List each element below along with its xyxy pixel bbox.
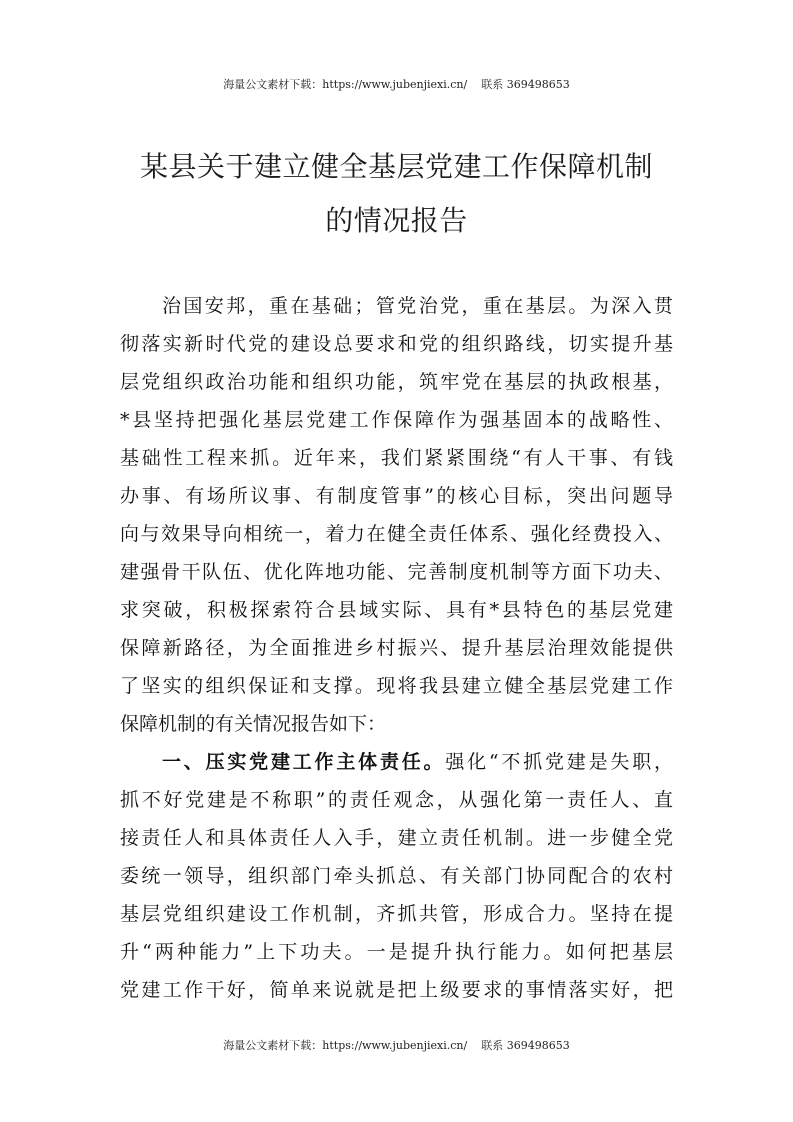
footer-site-label: 海量公文素材下载：https://www.jubenjiexi.cn/ — [223, 1039, 468, 1052]
paragraph1-line: 治国安邦，重在基础；管党治党，重在基层。为深入贯 — [162, 295, 673, 317]
paragraph1-line: 彻落实新时代党的建设总要求和党的组织路线，切实提升基 — [120, 333, 673, 355]
paragraph1-line: 了坚实的组织保证和支撑。现将我县建立健全基层党建工作 — [120, 675, 673, 697]
section1-first-line-rest: 强化“不抓党建是失职， — [445, 751, 673, 773]
document-body — [120, 287, 673, 1009]
header-contact: 联系 369498653 — [481, 78, 570, 91]
paragraph1-line: *县坚持把强化基层党建工作保障作为强基固本的战略性、 — [120, 409, 673, 431]
document-title — [120, 140, 673, 248]
footer-contact: 联系 369498653 — [481, 1039, 570, 1052]
section1-line: 接责任人和具体责任人入手，建立责任机制。进一步健全党 — [120, 827, 673, 849]
header-site-label: 海量公文素材下载：https://www.jubenjiexi.cn/ — [223, 78, 468, 91]
paragraph1-line: 保障机制的有关情况报告如下： — [120, 713, 387, 735]
paragraph1-line: 保障新路径，为全面推进乡村振兴、提升基层治理效能提供 — [120, 637, 673, 659]
paragraph1-line: 办事、有场所议事、有制度管事”的核心目标，突出问题导 — [120, 485, 673, 507]
page-header — [0, 76, 793, 92]
page-footer — [0, 1037, 793, 1053]
section1-line: 委统一领导，组织部门牵头抓总、有关部门协同配合的农村 — [120, 865, 673, 887]
title-line-1: 某县关于建立健全基层党建工作保障机制 — [139, 150, 653, 183]
section1-heading: 一、压实党建工作主体责任。 — [162, 751, 446, 773]
section1-line: 基层党组织建设工作机制，齐抓共管，形成合力。坚持在提 — [120, 903, 673, 925]
section1-line: 抓不好党建是不称职”的责任观念，从强化第一责任人、直 — [120, 789, 673, 811]
section1-first-line — [120, 743, 673, 781]
paragraph1-line: 建强骨干队伍、优化阵地功能、完善制度机制等方面下功夫、 — [120, 561, 673, 583]
paragraph1-line: 基础性工程来抓。近年来，我们紧紧围绕“有人干事、有钱 — [120, 447, 673, 469]
paragraph1-line: 向与效果导向相统一，着力在健全责任体系、强化经费投入、 — [120, 523, 673, 545]
section1-line: 升“两种能力”上下功夫。一是提升执行能力。如何把基层 — [120, 941, 673, 963]
paragraph1-line: 求突破，积极探索符合县域实际、具有*县特色的基层党建 — [120, 599, 673, 621]
paragraph1-line: 层党组织政治功能和组织功能，筑牢党在基层的执政根基， — [120, 371, 673, 393]
section1-line: 党建工作干好，简单来说就是把上级要求的事情落实好，把 — [120, 979, 673, 1001]
title-line-2: 的情况报告 — [325, 204, 468, 237]
